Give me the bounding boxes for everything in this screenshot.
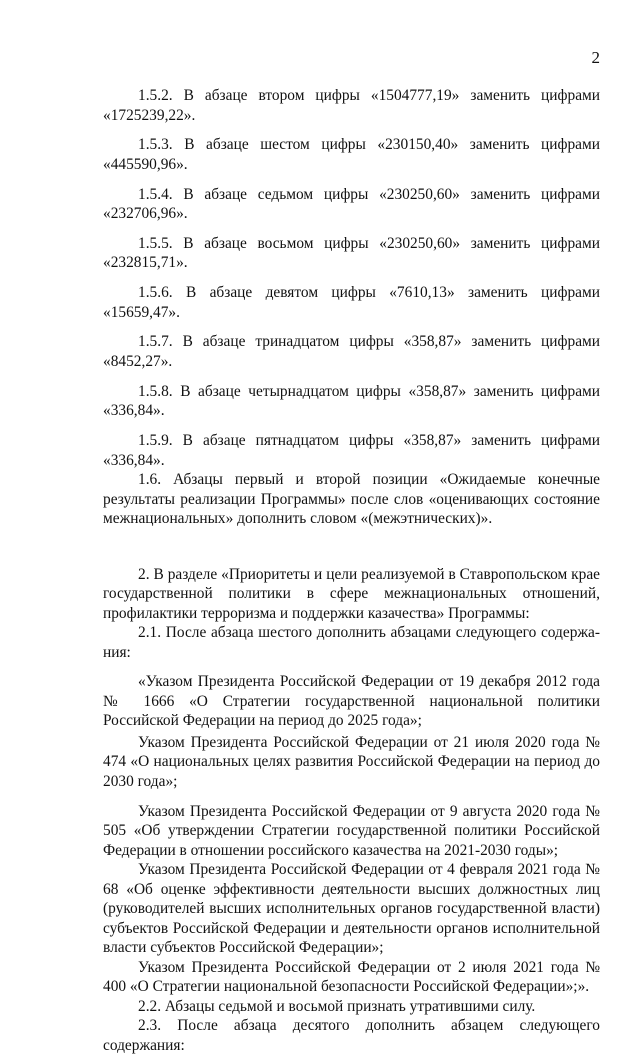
paragraph-1-5-5: 1.5.5. В абзаце восьмом цифры «230250,60» заменить цифрами «232815,71».	[103, 234, 600, 272]
paragraph-1-5-2: 1.5.2. В абзаце втором цифры «1504777,19» заменить цифрами «1725239,22».	[103, 87, 600, 124]
document-body	[103, 86, 600, 1055]
paragraph-1-5-7: 1.5.7. В абзаце тринадцатом цифры «358,87» заменить цифрами «8452,27».	[103, 333, 600, 370]
paragraph-1-5-9: 1.5.9. В абзаце пятнадцатом цифры «358,87» заменить цифрами «336,84».	[103, 432, 600, 469]
paragraph-2-1: 2.1. После абзаца шестого дополнить абзацами следующего содержания:	[103, 624, 600, 661]
paragraph-1-5-3: 1.5.3. В абзаце шестом цифры «230150,40» заменить цифрами «445590,96».	[103, 136, 600, 173]
paragraph-1-6: 1.6. Абзацы первый и второй позиции «Ожидаемые конечные результаты реализации Программы» после слов «оценивающих состояние межнациональных» дополнить словом «(межэтнических)».	[103, 471, 600, 528]
paragraph-decree-474: Указом Президента Российской Федерации от 21 июля 2020 года № 474 «О национальных целях развития Российской Федерации на период до 2030 года»;	[103, 733, 600, 790]
paragraph-1-5-6: 1.5.6. В абзаце девятом цифры «7610,13» заменить цифрами «15659,47».	[103, 284, 600, 321]
paragraph-1-5-8: 1.5.8. В абзаце четырнадцатом цифры «358,87» заменить цифрами «336,84».	[103, 382, 600, 420]
paragraph-decree-400: Указом Президента Российской Федерации от 2 июля 2021 года № 400 «О Стратегии национальной безопасности Российской Федерации»;».	[103, 958, 600, 996]
page-number: 2	[591, 48, 600, 67]
paragraph-decree-1666: «Указом Президента Российской Федерации от 19 декабря 2012 года № 1666 «О Стратегии государственной национальной политики Российской Федерации на период до 2025 года»;	[103, 673, 600, 730]
paragraph-decree-68: Указом Президента Российской Федерации от 4 февраля 2021 года № 68 «Об оценке эффективности деятельности высших должностных лиц (руководителей высших исполнительных органов государственной власти) субъектов Российской Федерации и деятельности органов исполнительной власти субъектов Российской Федерации»;	[103, 861, 600, 957]
paragraph-1-5-4: 1.5.4. В абзаце седьмом цифры «230250,60» заменить цифрами «232706,96».	[103, 185, 600, 223]
paragraph-2-3: 2.3. После абзаца десятого дополнить абзацем следующего содержания:	[103, 1017, 600, 1054]
paragraph-2: 2. В разделе «Приоритеты и цели реализуемой в Ставропольском крае государственной политики в сфере межнациональных отношений, профилактики терроризма и поддержки казачества» Программы:	[103, 565, 600, 622]
paragraph-decree-505: Указом Президента Российской Федерации от 9 августа 2020 года № 505 «Об утверждении Стратегии государственной политики Российской Федерации в отношении российского казачества на 2021-2030 годы»;	[103, 802, 600, 859]
paragraph-2-2: 2.2. Абзацы седьмой и восьмой признать утратившими силу.	[138, 997, 536, 1015]
